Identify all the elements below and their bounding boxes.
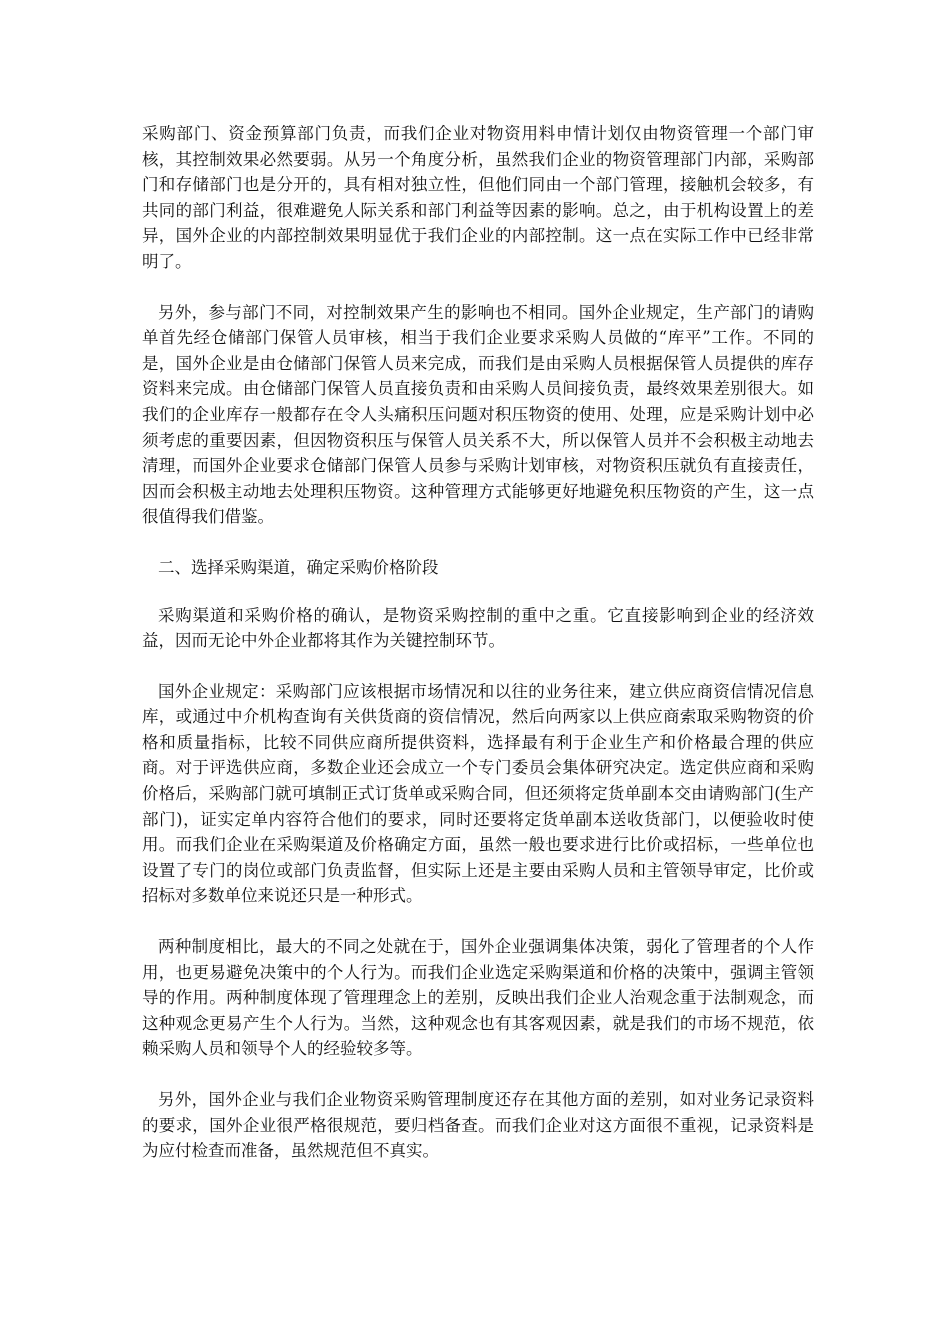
- paragraph-2: 另外，参与部门不同，对控制效果产生的影响也不相同。国外企业规定，生产部门的请购单首先经仓储部门保管人员审核，相当于我们企业要求采购人员做的“库平”工作。不同的是，国外企业是由仓储部门保管人员来完成，而我们是由采购人员根据保管人员提供的库存资料来完成。由仓储部门保管人员直接负责和由采购人员间接负责，最终效果差别很大。如我们的企业库存一般都存在令人头痛积压问题对积压物资的使用、处理，应是采购计划中必须考虑的重要因素，但因物资积压与保管人员关系不大，所以保管人员并不会积极主动地去清理，而国外企业要求仓储部门保管人员参与采购计划审核，对物资积压就负有直接责任，因而会积极主动地去处理积压物资。这种管理方式能够更好地避免积压物资的产生，这一点很值得我们借鉴。: [142, 302, 814, 527]
- document-page: [142, 121, 814, 1189]
- paragraph-5: 两种制度相比，最大的不同之处就在于，国外企业强调集体决策，弱化了管理者的个人作用，也更易避免决策中的个人行为。而我们企业选定采购渠道和价格的决策中，强调主管领导的作用。两种制度体现了管理理念上的差别，反映出我们企业人治观念重于法制观念，而这种观念更易产生个人行为。当然，这种观念也有其客观因素，就是我们的市场不规范，依赖采购人员和领导个人的经验较多等。: [142, 937, 814, 1059]
- paragraph-6: 另外，国外企业与我们企业物资采购管理制度还存在其他方面的差别，如对业务记录资料的要求，国外企业很严格很规范，要归档备查。而我们企业对这方面很不重视，记录资料是为应付检查而准备，虽然规范但不真实。: [142, 1090, 814, 1161]
- paragraph-3: 采购渠道和采购价格的确认，是物资采购控制的重中之重。它直接影响到企业的经济效益，因而无论中外企业都将其作为关键控制环节。: [142, 605, 814, 651]
- paragraph-4: 国外企业规定：采购部门应该根据市场情况和以往的业务往来，建立供应商资信情况信息库，或通过中介机构查询有关供货商的资信情况，然后向两家以上供应商索取采购物资的价格和质量指标，比较不同供应商所提供资料，选择最有利于企业生产和价格最合理的供应商。对于评选供应商，多数企业还会成立一个专门委员会集体研究决定。选定供应商和采购价格后，采购部门就可填制正式订货单或采购合同，但还须将定货单副本交由请购部门(生产部门)，证实定单内容符合他们的要求，同时还要将定货单副本送收货部门，以便验收时使用。而我们企业在采购渠道及价格确定方面，虽然一般也要求进行比价或招标，一些单位也设置了专门的岗位或部门负责监督，但实际上还是主要由采购人员和主管领导审定，比价或招标对多数单位来说还只是一种形式。: [142, 681, 814, 906]
- section-heading: 二、选择采购渠道，确定采购价格阶段: [158, 557, 439, 577]
- paragraph-1: 采购部门、资金预算部门负责，而我们企业对物资用料申情计划仅由物资管理一个部门审核，其控制效果必然要弱。从另一个角度分析，虽然我们企业的物资管理部门内部，采购部门和存储部门也是分开的，具有相对独立性，但他们同由一个部门管理，接触机会较多，有共同的部门利益，很难避免人际关系和部门利益等因素的影响。总之，由于机构设置上的差异，国外企业的内部控制效果明显优于我们企业的内部控制。这一点在实际工作中已经非常明了。: [142, 124, 814, 271]
